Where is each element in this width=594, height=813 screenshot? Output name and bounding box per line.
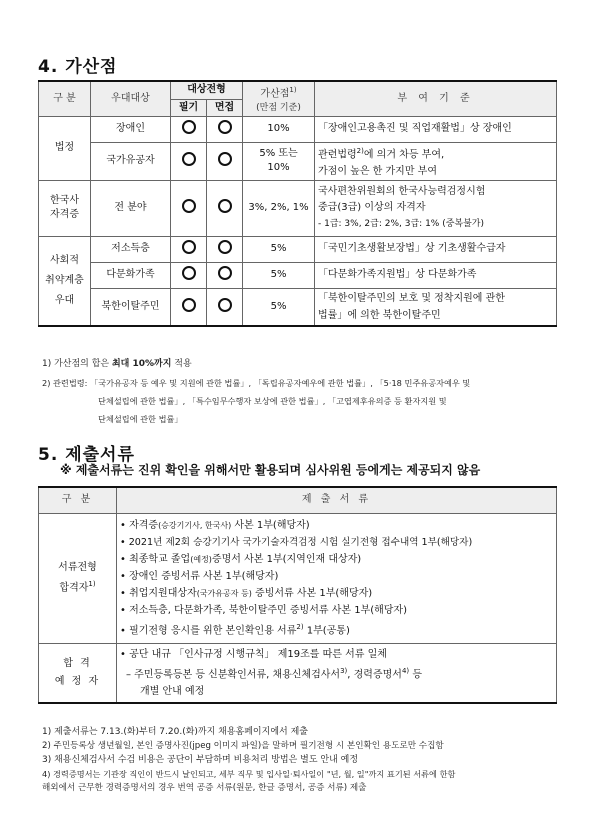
interview-applies [207, 116, 243, 142]
target-cell: 장애인 [91, 116, 171, 142]
header-interview: 면접 [207, 99, 243, 116]
note-2-line-1: 2) 관련법령: 「국가유공자 등 예우 및 지원에 관한 법률」, 「독립유공자예우에 관한 법률」, 「5·18 민주유공자예우 및 [42, 378, 471, 388]
group-hanguksa-line-2: 자격증 [50, 209, 79, 221]
criteria-line-2: 가점이 높은 한 가지만 부여 [318, 165, 437, 177]
header-written: 필기 [171, 99, 207, 116]
footnote-1: 1) 제출서류는 7.13.(화)부터 7.20.(화)까지 채용홈페이지에서 제출 [42, 727, 308, 737]
list-item [120, 663, 553, 683]
points-cell: 10% [243, 116, 315, 142]
written-applies [171, 142, 207, 180]
list-item [120, 551, 553, 568]
circle-icon [218, 298, 232, 312]
item-text: – 주민등록등본 등 신분확인서류, 채용신체검사서 [126, 668, 341, 680]
note-1 [42, 357, 192, 371]
points-cell: 5% [243, 288, 315, 326]
points-line-1: 5% 또는 [259, 148, 298, 160]
criteria-line-1: 관련법령 [318, 148, 357, 160]
criteria-line-1-rest: 에 의거 차등 부여, [363, 148, 445, 160]
item-text: • 필기전형 응시를 위한 본인확인용 서류 [120, 625, 297, 637]
points-cell: 5% [243, 236, 315, 262]
written-applies [171, 180, 207, 236]
interview-applies [207, 142, 243, 180]
interview-applies [207, 180, 243, 236]
written-applies [171, 262, 207, 288]
criteria-cell [315, 180, 557, 236]
item-text: • 장애인 증빙서류 사본 1부(해당자) [120, 570, 279, 582]
target-cell: 다문화가족 [91, 262, 171, 288]
criteria-line-2: 법률」에 의한 북한이탈주민 [318, 310, 441, 322]
item-text-2: 1부(공통) [303, 625, 350, 637]
circle-icon [182, 199, 196, 213]
target-cell: 북한이탈주민 [91, 288, 171, 326]
target-cell: 국가유공자 [91, 142, 171, 180]
written-applies [171, 116, 207, 142]
criteria-cell: 「다문화가족지원법」상 다문화가족 [315, 262, 557, 288]
criteria-sup: 2) [356, 146, 364, 155]
target-cell: 저소득층 [91, 236, 171, 262]
documents-table [38, 486, 557, 704]
footnote-2: 2) 주민등록상 생년월일, 본인 증명사진(jpeg 이미지 파일)을 말하며 필기전형 시 본인확인 용도로만 수집함 [42, 741, 444, 751]
interview-applies [207, 262, 243, 288]
section-4-title: 4. 가산점 [38, 57, 118, 77]
group-hanguksa-line-1: 한국사 [50, 195, 79, 207]
criteria-line-2: 중급(3급) 이상의 자격자 [318, 202, 426, 214]
points-line-2: 10% [267, 162, 290, 174]
label-doc-passers [39, 513, 117, 643]
criteria-cell: 「장애인고용촉진 및 직업재활법」상 장애인 [315, 116, 557, 142]
note-2-line-2: 단체설립에 관한 법률」, 「특수임무수행자 보상에 관한 법률」, 「고엽제후유의증 등 환자지원 및 [98, 396, 447, 406]
criteria-cell [315, 288, 557, 326]
header-type: 대상전형 [171, 81, 243, 99]
section-5-subtitle: ※ 제출서류는 진위 확인을 위해서만 활용되며 심사위원 등에게는 제공되지 않음 [60, 463, 481, 477]
section-5-title: 5. 제출서류 [38, 445, 135, 465]
item-text: • 저소득층, 다문화가족, 북한이탈주민 증빙서류 사본 1부(해당자) [120, 604, 407, 616]
doc-passers-list [117, 513, 557, 643]
group-social-line-3: 우대 [54, 295, 75, 307]
item-sup: 4) [401, 666, 410, 675]
circle-icon [218, 199, 232, 213]
note-1-bold: 최대 10%까지 [111, 359, 172, 369]
list-item: 개별 안내 예정 [140, 685, 205, 697]
group-social-line-1: 사회적 [50, 255, 79, 267]
group-legal: 법정 [39, 116, 91, 180]
label-sup: 1) [88, 580, 96, 589]
item-text: • 2021년 제2회 승강기기사 국가기술자격검정 시험 실기전형 접수내역 1부(해당자) [120, 536, 473, 548]
header-docs: 제 출 서 류 [117, 487, 557, 513]
criteria-line-1: 국사편찬위원회의 한국사능력검정시험 [318, 186, 486, 198]
group-social [39, 236, 91, 326]
criteria-cell: 「국민기초생활보장법」상 기초생활수급자 [315, 236, 557, 262]
item-text: • 최종학교 졸업 [120, 553, 191, 565]
label-doc-passers-line-1: 서류전형 [58, 562, 97, 574]
note-1-a: 1) 가산점의 합은 [42, 359, 112, 369]
target-cell: 전 분야 [91, 180, 171, 236]
interview-applies [207, 288, 243, 326]
header-points-sup: 1) [289, 85, 297, 94]
item-small: (국가유공자 등) [196, 588, 252, 598]
header-points [243, 81, 315, 116]
item-text-2: 증빙서류 사본 1부(해당자) [251, 587, 373, 599]
label-expected-line-2: 예 정 자 [54, 675, 101, 687]
list-item [120, 534, 553, 551]
list-item [120, 619, 553, 639]
header-gubun: 구 분 [39, 487, 117, 513]
circle-icon [218, 152, 232, 166]
footnote-5: 해외에서 근무한 경력증명서의 경우 번역 공증 서류(원문, 한글 증명서, 공증 서류) 제출 [42, 783, 367, 793]
list-item [120, 517, 553, 534]
item-small: (승강기기사, 한국사) [158, 520, 232, 530]
circle-icon [182, 152, 196, 166]
list-item [120, 568, 553, 585]
item-text-2: 증명서 사본 1부(지역인재 대상자) [211, 553, 362, 565]
written-applies [171, 236, 207, 262]
circle-icon [182, 266, 196, 280]
label-expected-line-1: 합 격 [63, 657, 92, 669]
note-1-c: 적용 [171, 359, 192, 369]
header-points-sub: (만점 기준) [256, 102, 301, 113]
note-2-line-3: 단체설립에 관한 법률」 [98, 414, 183, 424]
item-text: • 자격증 [120, 519, 159, 531]
criteria-line-1: 「북한이탈주민의 보호 및 정착지원에 관한 [318, 293, 505, 305]
item-text-2: , 경력증명서 [347, 668, 402, 680]
expected-passers-list [117, 643, 557, 703]
header-target: 우대대상 [91, 81, 171, 116]
item-small: (예정) [190, 554, 212, 564]
points-cell: 3%, 2%, 1% [243, 180, 315, 236]
written-applies [171, 288, 207, 326]
label-expected-passers [39, 643, 117, 703]
item-text-3: 등 [409, 668, 422, 680]
list-item [120, 602, 553, 619]
circle-icon [218, 120, 232, 134]
circle-icon [218, 266, 232, 280]
circle-icon [182, 240, 196, 254]
points-cell [243, 142, 315, 180]
header-criteria: 부 여 기 준 [315, 81, 557, 116]
list-item [120, 585, 553, 602]
interview-applies [207, 236, 243, 262]
circle-icon [182, 120, 196, 134]
list-item: • 공단 내규 「인사규정 시행규칙」 제19조를 따른 서류 일체 [120, 648, 387, 660]
item-sup: 3) [340, 666, 348, 675]
header-gubun: 구 분 [39, 81, 91, 116]
group-hanguksa [39, 180, 91, 236]
item-sup: 2) [296, 622, 304, 631]
circle-icon [182, 298, 196, 312]
header-points-label: 가산점 [260, 87, 290, 99]
criteria-cell [315, 142, 557, 180]
bonus-points-table [38, 80, 557, 327]
points-cell: 5% [243, 262, 315, 288]
circle-icon [218, 240, 232, 254]
footnote-3: 3) 채용신체검사서 수검 비용은 공단이 부담하며 비용처리 방법은 별도 안내 예정 [42, 755, 359, 765]
footnote-4: 4) 경력증명서는 기관장 직인이 반드시 날인되고, 세부 직무 및 입사일·퇴사일이 "년, 월, 일"까지 표기된 서류에 한함 [42, 769, 456, 779]
item-text-2: 사본 1부(해당자) [231, 519, 310, 531]
label-doc-passers-line-2: 합격자 [59, 582, 89, 594]
group-social-line-2: 취약계층 [45, 275, 84, 287]
item-text: • 취업지원대상자 [120, 587, 197, 599]
criteria-line-3: - 1급: 3%, 2급: 2%, 3급: 1% (중복불가) [318, 219, 485, 230]
